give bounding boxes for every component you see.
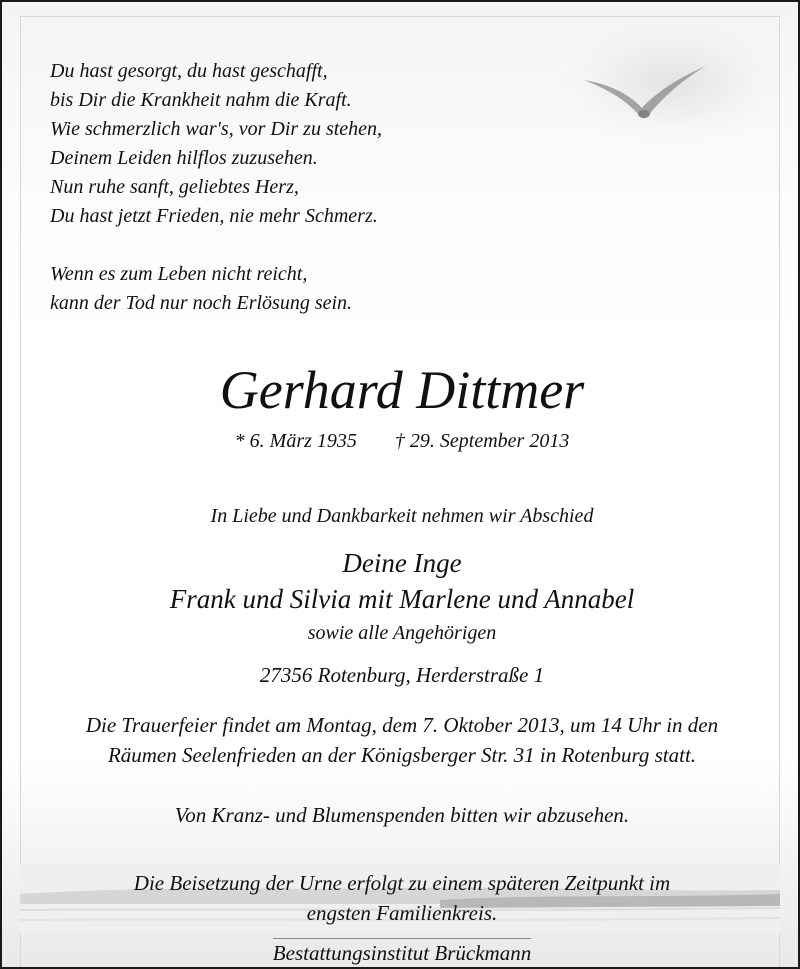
poem-line: Wenn es zum Leben nicht reicht, — [50, 263, 308, 285]
ceremony-line: Die Trauerfeier findet am Montag, dem 7. Oktober 2013, um 14 Uhr in den — [85, 713, 719, 737]
ceremony-line: Räumen Seelenfrieden an der Königsberger Str. 31 in Rotenburg statt. — [107, 743, 697, 767]
urn-line: Die Beisetzung der Urne erfolgt zu einem späteren Zeitpunkt im — [133, 871, 671, 895]
family-address: 27356 Rotenburg, Herderstraße 1 — [259, 663, 545, 687]
death-date: † 29. September 2013 — [394, 430, 570, 452]
wreath-note: Von Kranz- und Blumenspenden bitten wir abzusehen. — [174, 803, 630, 827]
family-line-1: Deine Inge — [342, 548, 462, 578]
farewell-line: In Liebe und Dankbarkeit nehmen wir Abschied — [210, 505, 594, 527]
family-line-2: Frank und Silvia mit Marlene und Annabel — [169, 584, 635, 614]
poem-line: Du hast gesorgt, du hast geschafft, — [50, 60, 328, 82]
poem-line: Deinem Leiden hilflos zuzusehen. — [50, 147, 318, 169]
funeral-home-name: Bestattungsinstitut Brückmann — [273, 938, 531, 965]
funeral-home — [2, 941, 800, 966]
seagull-icon — [582, 58, 712, 128]
poem-line: Du hast jetzt Frieden, nie mehr Schmerz. — [50, 205, 378, 227]
poem-stanza-1 — [50, 57, 382, 231]
ceremony-notice — [2, 710, 800, 770]
poem-line: Nun ruhe sanft, geliebtes Herz, — [50, 176, 299, 198]
poem-line: bis Dir die Krankheit nahm die Kraft. — [50, 89, 352, 111]
urn-burial-note — [2, 868, 800, 928]
life-dates — [2, 430, 800, 453]
family-line-3: sowie alle Angehörigen — [307, 622, 497, 644]
deceased-name: Gerhard Dittmer — [219, 360, 585, 420]
poem-line: kann der Tod nur noch Erlösung sein. — [50, 292, 353, 314]
urn-line: engsten Familienkreis. — [306, 901, 498, 925]
birth-date: * 6. März 1935 — [234, 430, 357, 452]
poem-line: Wie schmerzlich war's, vor Dir zu stehen, — [50, 118, 383, 140]
poem-stanza-2 — [50, 260, 352, 318]
